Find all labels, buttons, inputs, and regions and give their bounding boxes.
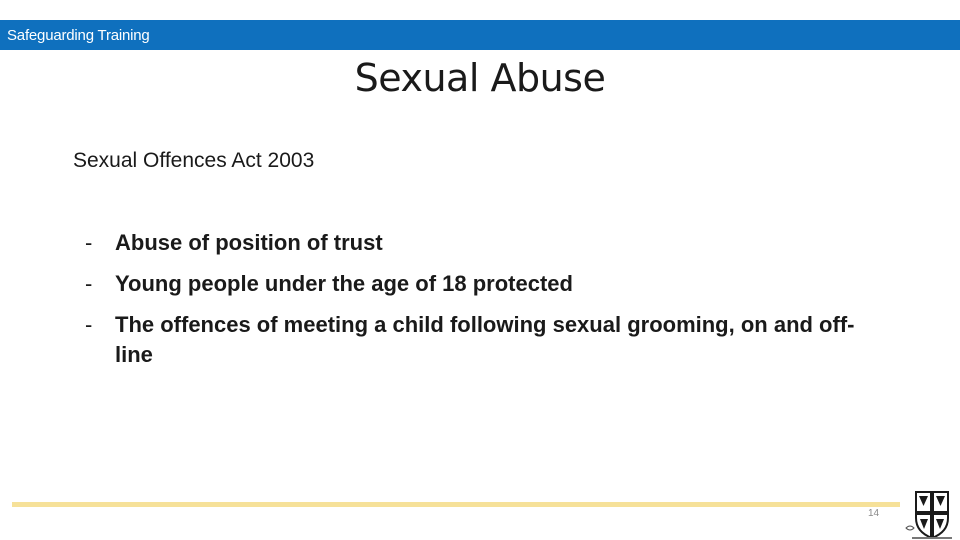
bullet-text: Abuse of position of trust	[115, 230, 383, 255]
bullet-item	[85, 228, 885, 258]
school-crest-icon	[904, 488, 960, 540]
footer-bar	[12, 502, 900, 507]
bullet-marker: -	[85, 271, 93, 296]
bullet-text: The offences of meeting a child following sexual grooming, on and off-line	[115, 312, 855, 367]
slide-subtitle: Sexual Offences Act 2003	[73, 149, 315, 172]
bullet-marker: -	[85, 230, 93, 255]
bullet-list	[85, 228, 885, 381]
bullet-text: Young people under the age of 18 protected	[115, 271, 573, 296]
slide-title: Sexual Abuse	[354, 56, 606, 100]
header-banner	[0, 20, 960, 50]
bullet-item	[85, 310, 885, 370]
page-number: 14	[868, 508, 880, 519]
bullet-marker: -	[85, 312, 93, 337]
banner-label: Safeguarding Training	[7, 27, 150, 44]
bullet-item	[85, 269, 885, 299]
